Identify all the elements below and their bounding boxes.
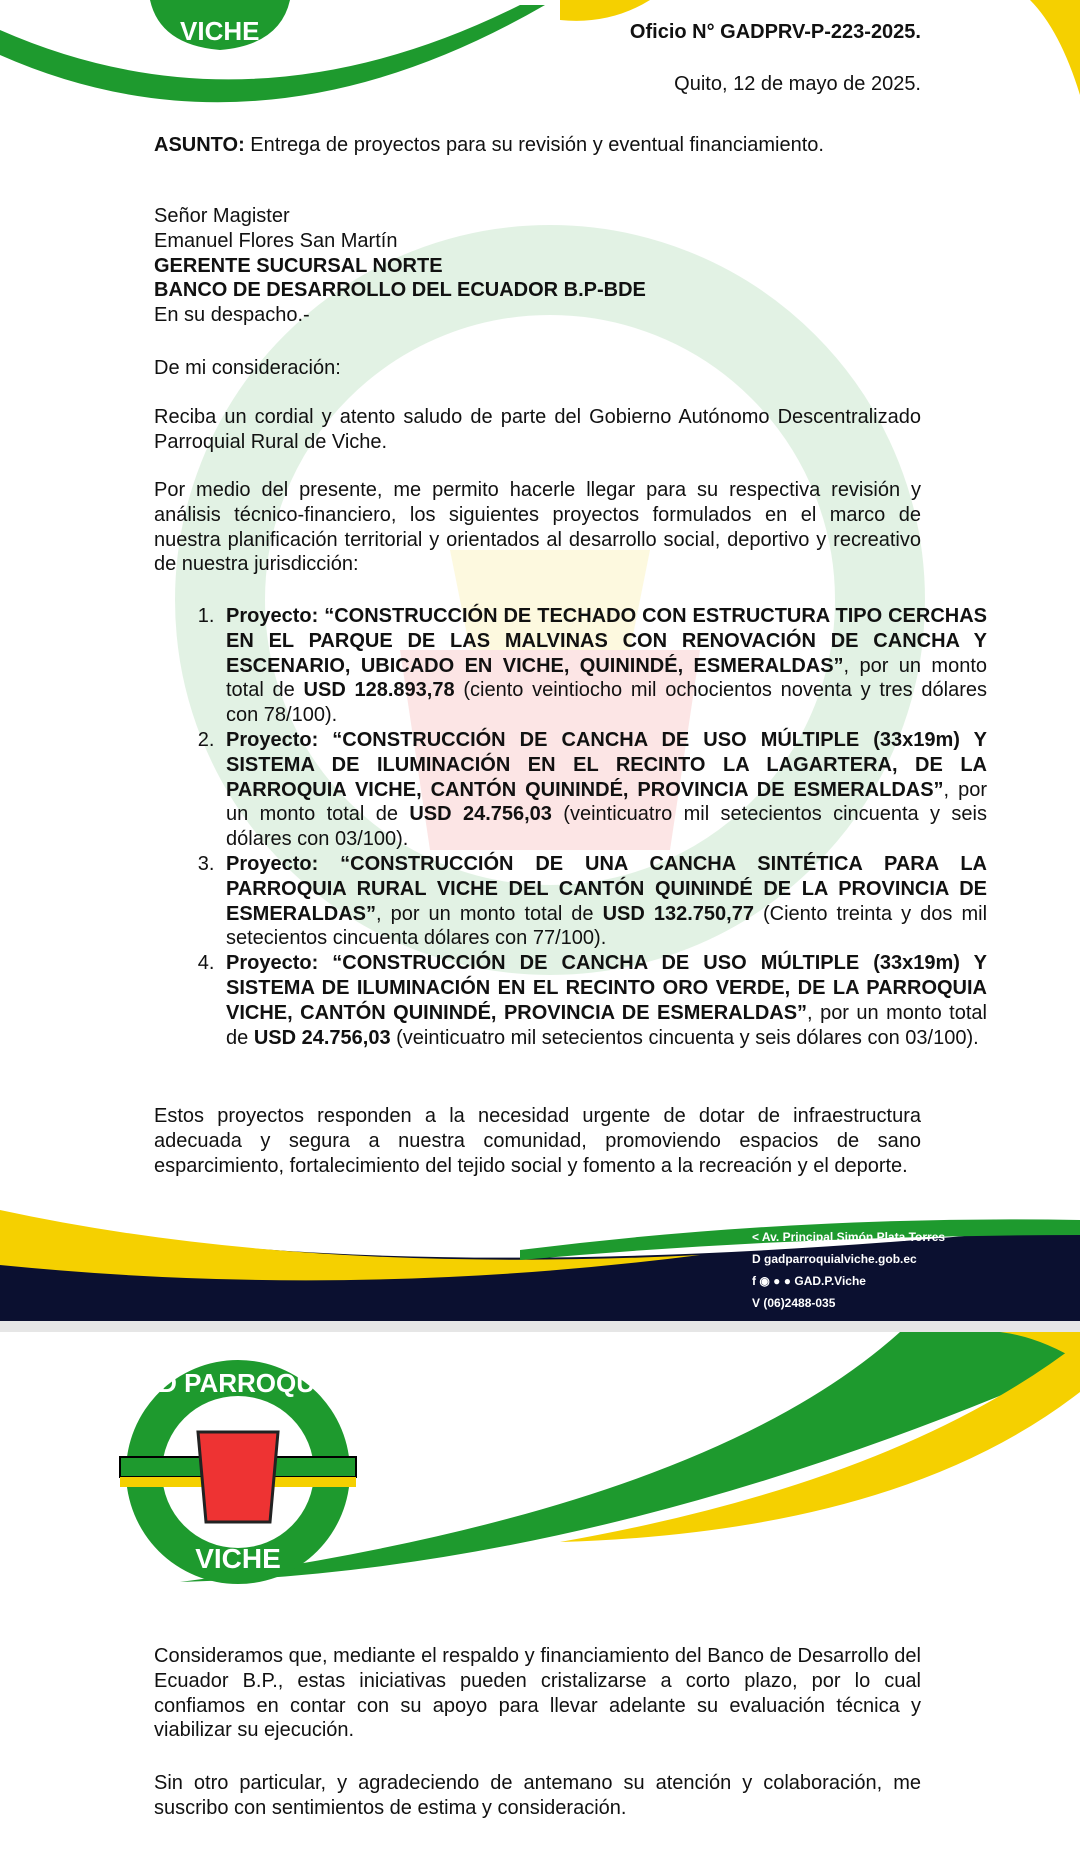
recipient-institution: BANCO DE DESARROLLO DEL ECUADOR B.P-BDE: [154, 279, 646, 302]
subject: [154, 133, 921, 158]
page-footer: [0, 1205, 1080, 1321]
subject-label: ASUNTO:: [154, 134, 245, 156]
paragraph-3: Estos proyectos responden a la necesidad urgente de dotar de infraestructura adecuada y segura a nuestra comunidad, promoviendo espacios de sano esparcimiento, fortalecimiento del tejido social y fomento a la recreación y el deporte.: [154, 1105, 921, 1177]
recipient-block: [154, 204, 921, 328]
recipient-name: Emanuel Flores San Martín: [154, 229, 398, 252]
project-item: 4. Proyecto: “CONSTRUCCIÓN DE CANCHA DE USO MÚLTIPLE (33x19m) Y SISTEMA DE ILUMINACIÓN EN EL RECINTO ORO VERDE, DE LA PARROQUIA VICHE, CANTÓN QUININDÉ, PROVINCIA DE ESMERALDAS”, por un monto total de USD 24.756,03 (veinticuatro mil setecientos cincuenta y seis dólares con 03/100).: [220, 951, 987, 1050]
youtube-icon: ●: [783, 1274, 792, 1288]
logo-text: VICHE: [180, 16, 260, 46]
footer-decoration: [0, 1205, 1080, 1321]
facebook-icon: f: [752, 1274, 756, 1288]
subject-text: Entrega de proyectos para su revisión y eventual financiamiento.: [244, 134, 824, 156]
recipient-title: Señor Magister: [154, 205, 290, 227]
paragraph-4: Consideramos que, mediante el respaldo y financiamiento del Banco de Desarrollo del Ecuador B.P., estas iniciativas pueden cristalizarse a corto plazo, por lo cual confiamos en contar con su apoyo para llevar adelante su evaluación técnica y viabilizar su ejecución.: [154, 1645, 921, 1742]
project-item: 3. Proyecto: “CONSTRUCCIÓN DE UNA CANCHA SINTÉTICA PARA LA PARROQUIA RURAL VICHE DEL CANTÓN QUININDÉ DE LA PROVINCIA DE ESMERALDAS”, por un monto total de USD 132.750,77 (Ciento treinta y dos mil setecientos cincuenta dólares con 77/100).: [220, 852, 987, 951]
paragraph-5: Sin otro particular, y agradeciendo de antemano su atención y colaboración, me suscribo con sentimientos de estima y consideración.: [154, 1772, 921, 1819]
paragraph-2: Por medio del presente, me permito hacerle llegar para su respectiva revisión y análisis técnico-financiero, los siguientes proyectos formulados en el marco de nuestra planificación territorial y orientados al desarrollo social, deportivo y recreativo de nuestra jurisdicción:: [154, 479, 921, 576]
footer-website[interactable]: D gadparroquialviche.gob.ec: [752, 1252, 917, 1266]
project-item: 2. Proyecto: “CONSTRUCCIÓN DE CANCHA DE USO MÚLTIPLE (33x19m) Y SISTEMA DE ILUMINACIÓN EN EL RECINTO LA LAGARTERA, DE LA PARROQUIA VICHE, CANTÓN QUININDÉ, PROVINCIA DE ESMERALDAS”, por un monto total de USD 24.756,03 (veinticuatro mil setecientos cincuenta y seis dólares con 03/100).: [220, 728, 987, 852]
page2-logo-bottom-text: VICHE: [195, 1543, 281, 1574]
greeting: De mi consideración:: [154, 357, 341, 379]
page-separator: [0, 1321, 1080, 1332]
footer-address: < Av. Principal Simón Plata Torres: [752, 1230, 946, 1244]
paragraph-1: Reciba un cordial y atento saludo de parte del Gobierno Autónomo Descentralizado Parroquial Rural de Viche.: [154, 406, 921, 453]
page2-header-decoration: [0, 1332, 1080, 1632]
instagram-icon: ◉: [759, 1274, 770, 1288]
letter-date: Quito, 12 de mayo de 2025.: [674, 73, 921, 95]
footer-phone: V (06)2488-035: [752, 1296, 836, 1310]
recipient-position: GERENTE SUCURSAL NORTE: [154, 254, 443, 277]
office-number: Oficio N° GADPRV-P-223-2025.: [629, 21, 921, 43]
footer-social[interactable]: f ◉ ● ● GAD.P.Viche: [752, 1274, 866, 1288]
project-item: 1. Proyecto: “CONSTRUCCIÓN DE TECHADO CON ESTRUCTURA TIPO CERCHAS EN EL PARQUE DE LAS MALVINAS CON RENOVACIÓN DE CANCHA Y ESCENARIO, UBICADO EN VICHE, QUININDÉ, ESMERALDAS”, por un monto total de USD 128.893,78 (ciento veintiocho mil ochocientos noventa y tres dólares con 78/100).: [220, 604, 987, 728]
recipient-closing: En su despacho.-: [154, 304, 310, 327]
page2-logo-top-text: GAD PARROQUIAL: [119, 1368, 357, 1398]
twitter-icon: ●: [773, 1274, 781, 1288]
project-list: [220, 604, 987, 1050]
